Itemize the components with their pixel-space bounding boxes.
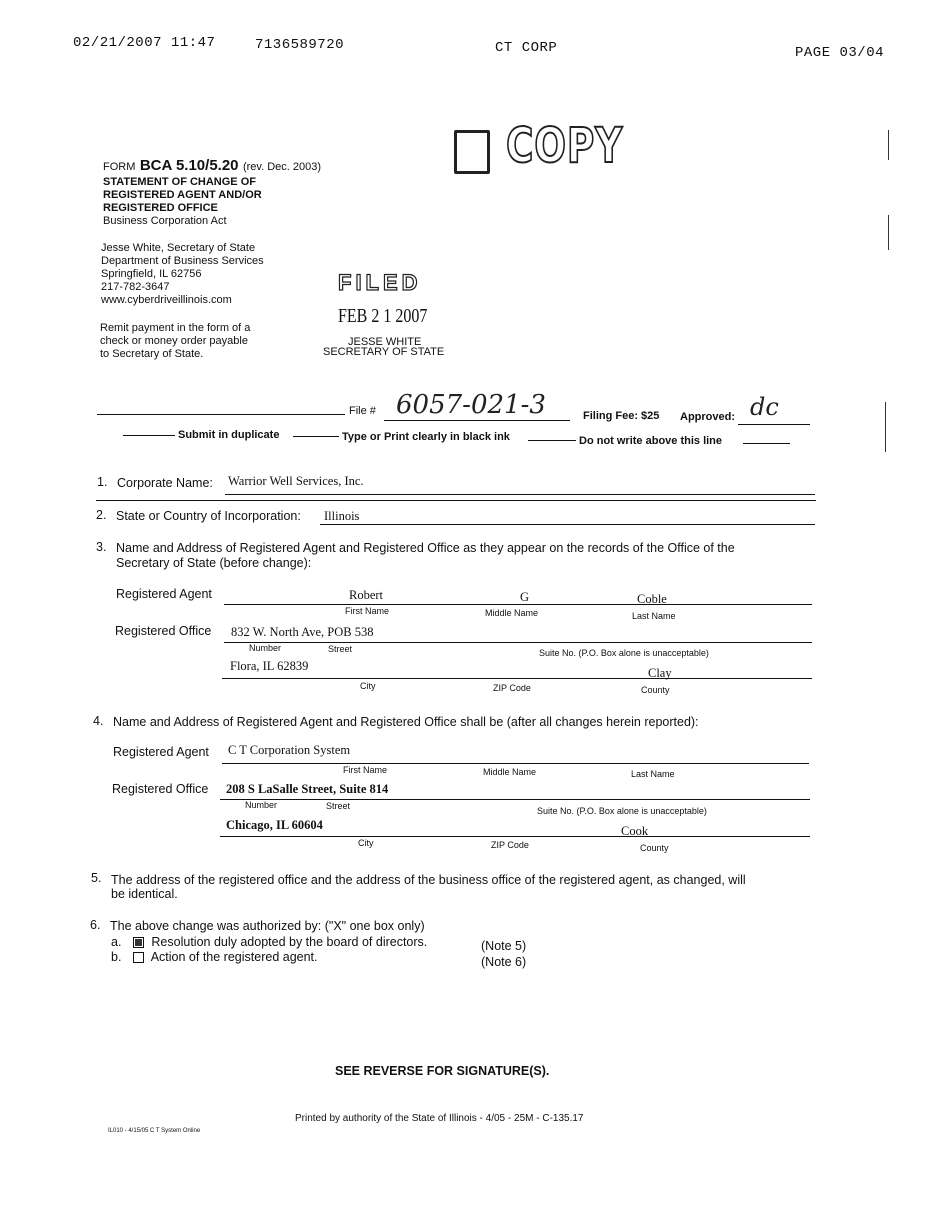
filed-name: JESSE WHITE [348,336,422,348]
old-office-label: Registered Office [115,624,212,638]
old-city-line [222,678,812,679]
remit-line-1: Remit payment in the form of a [100,322,251,334]
document-icon [454,130,490,174]
fax-datetime: 02/21/2007 11:47 [73,35,216,51]
incorporation-value: Illinois [324,509,360,523]
type-print: Type or Print clearly in black ink [342,431,510,443]
item1-rule [96,500,816,501]
agency-line-1: Jesse White, Secretary of State [101,242,256,254]
scan-mark [888,215,889,250]
form-title-2: REGISTERED AGENT AND/OR [103,189,262,201]
office-use-rule [97,414,345,415]
option-a-note: (Note 5) [481,939,527,953]
instr-rule-2 [293,436,339,437]
file-number: 6057-021-3 [396,390,546,420]
caption-first-name-2: First Name [343,765,388,775]
agency-line-4: 217-782-3647 [101,281,170,293]
old-agent-line [224,604,812,605]
instr-rule-1 [123,435,175,436]
approved-initials: dc [750,393,779,421]
option-b[interactable] [111,950,318,964]
caption-zip: ZIP Code [493,683,531,693]
corporate-name-value: Warrior Well Services, Inc. [228,474,364,488]
caption-last-name-2: Last Name [631,769,675,779]
footer-code: IL010 - 4/15/05 C T System Online [108,1128,201,1134]
old-agent-label: Registered Agent [116,587,212,601]
old-office-city: Flora, IL 62839 [230,659,309,673]
old-agent-first: Robert [349,588,384,602]
option-b-label: Action of the registered agent. [150,950,318,964]
caption-street: Street [328,644,353,654]
instr-rule-4 [743,443,790,444]
option-b-letter: b. [111,950,122,964]
form-rev: (rev. Dec. 2003) [242,161,322,173]
form-id [103,157,321,175]
see-reverse: SEE REVERSE FOR SIGNATURE(S). [335,1064,550,1078]
scan-mark [888,130,889,160]
form-act: Business Corporation Act [103,215,227,227]
old-agent-middle: G [520,590,530,604]
item5-num: 5. [91,871,102,885]
caption-first-name: First Name [345,606,390,616]
option-a[interactable] [111,935,427,949]
submit-duplicate: Submit in duplicate [178,429,280,441]
item5-line-2: be identical. [111,887,178,901]
old-office-street: 832 W. North Ave, POB 538 [231,625,374,639]
fax-sender: CT CORP [495,40,558,56]
caption-suite-2: Suite No. (P.O. Box alone is unacceptable) [537,806,707,816]
caption-city: City [360,681,376,691]
new-agent-name: C T Corporation System [228,743,351,757]
old-office-line [224,642,812,643]
form-prefix: FORM [103,161,136,173]
new-office-county: Cook [621,824,649,838]
fax-phone: 7136589720 [255,37,345,53]
item2-num: 2. [96,508,107,522]
file-number-rule [384,420,570,421]
caption-county-2: County [640,843,669,853]
new-office-label: Registered Office [112,782,209,796]
item1-num: 1. [97,475,108,489]
option-a-letter: a. [111,935,122,949]
filed-date: FEB 2 1 2007 [338,305,428,327]
fax-page: PAGE 03/04 [795,45,885,61]
caption-suite: Suite No. (P.O. Box alone is unacceptable) [539,648,709,658]
caption-number: Number [249,643,282,653]
agency-line-2: Department of Business Services [101,255,264,267]
new-city-line [220,836,810,837]
scan-mark [885,402,886,452]
new-office-city: Chicago, IL 60604 [226,818,323,832]
corporate-name-line [225,494,815,495]
file-label: File # [349,405,376,417]
caption-city-2: City [358,838,374,848]
new-office-street: 208 S LaSalle Street, Suite 814 [226,782,389,796]
old-agent-last: Coble [637,592,667,606]
new-office-line [220,799,810,800]
caption-middle-name: Middle Name [485,608,539,618]
corporate-name-label: Corporate Name: [117,476,213,490]
caption-county: County [641,685,670,695]
option-b-checkbox[interactable] [133,952,144,963]
agency-line-3: Springfield, IL 62756 [101,268,202,280]
filed-office: SECRETARY OF STATE [323,346,445,358]
new-agent-label: Registered Agent [113,745,209,759]
instr-rule-3 [528,440,576,441]
new-agent-line [222,763,809,764]
approved-label: Approved: [680,411,735,423]
do-not-write: Do not write above this line [579,435,723,447]
approved-rule [738,424,810,425]
form-number: BCA 5.10/5.20 [139,157,239,174]
copy-stamp: COPY [506,118,623,174]
item6-heading: The above change was authorized by: ("X" one box only) [110,919,425,933]
old-office-county: Clay [648,666,672,680]
caption-number-2: Number [245,800,278,810]
caption-last-name: Last Name [632,611,676,621]
option-a-checkbox[interactable] [133,937,144,948]
item3-heading-1: Name and Address of Registered Agent and Registered Office as they appear on the records of the Office of the [116,541,735,555]
filing-fee: Filing Fee: $25 [583,410,660,422]
item6-num: 6. [90,918,101,932]
item3-heading-2: Secretary of State (before change): [116,556,312,570]
form-title-3: REGISTERED OFFICE [103,202,218,214]
caption-middle-name-2: Middle Name [483,767,537,777]
filed-stamp: FILED [338,270,422,295]
caption-zip-2: ZIP Code [491,840,529,850]
item5-line-1: The address of the registered office and the address of the business office of the registered agent, as changed, will [111,873,746,887]
form-title-1: STATEMENT OF CHANGE OF [103,176,256,188]
incorporation-label: State or Country of Incorporation: [116,509,301,523]
printed-by: Printed by authority of the State of Illinois - 4/05 - 25M - C-135.17 [295,1113,584,1124]
remit-line-3: to Secretary of State. [100,348,204,360]
item3-num: 3. [96,540,107,554]
item4-heading: Name and Address of Registered Agent and Registered Office shall be (after all changes herein reported): [113,715,699,729]
option-a-label: Resolution duly adopted by the board of directors. [151,935,428,949]
remit-line-2: check or money order payable [100,335,248,347]
caption-street-2: Street [326,801,351,811]
option-b-note: (Note 6) [481,955,527,969]
agency-line-5: www.cyberdriveillinois.com [101,294,232,306]
incorporation-line [320,524,815,525]
item4-num: 4. [93,714,104,728]
